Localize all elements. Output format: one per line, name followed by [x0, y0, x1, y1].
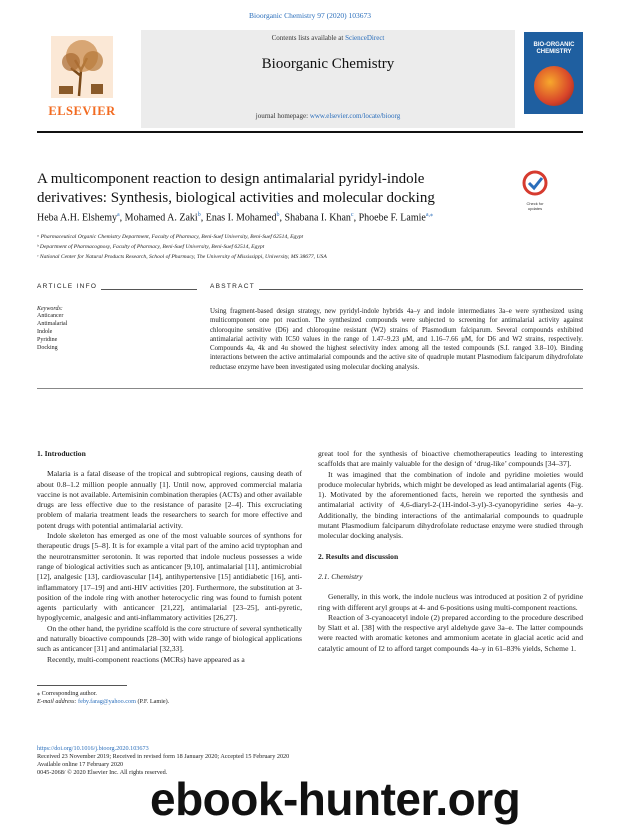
affiliation-a: ᵃ Pharmaceutical Organic Chemistry Department, Faculty of Pharmacy, Beni-Suef University, Beni-Suef 62514, Egypt	[37, 234, 304, 240]
title-line-2: derivatives: Synthesis, biological activities and molecular docking	[37, 190, 435, 206]
author-affiliation-marker[interactable]: b	[276, 212, 280, 218]
contents-prefix: Contents lists available at	[271, 34, 346, 42]
homepage-link[interactable]: www.elsevier.com/locate/bioorg	[309, 112, 401, 120]
journal-header	[37, 30, 583, 128]
footnote	[37, 690, 169, 706]
available-online: Available online 17 February 2020	[37, 761, 124, 768]
left-column	[37, 449, 302, 665]
received-dates: Received 23 November 2019; Received in revised form 18 January 2020; Accepted 15 February 2020	[37, 753, 290, 760]
elsevier-tree-icon	[51, 36, 113, 98]
keyword: Indole	[37, 329, 53, 335]
section-heading-results: 2. Results and discussion	[318, 551, 399, 561]
header-divider	[37, 131, 583, 133]
keywords-block	[37, 306, 197, 352]
author-name[interactable]: Shabana I. Khan	[284, 212, 351, 224]
author-affiliation-marker[interactable]: b	[197, 212, 201, 218]
keyword: Pyridine	[37, 337, 58, 343]
subsection-heading-chemistry: 2.1. Chemistry	[318, 571, 363, 581]
author-affiliation-marker[interactable]: c	[350, 212, 354, 218]
paragraph: It was imagined that the combination of indole and pyridine moieties would produce molecular hybrids, which might be developed as lead antimalarial agents (Fig. 1). Motivated by the aforementioned facts, herein we reported the synthesis and antimalarial activity of 4,6-diaryl-2-(1H-indol-3-yl)-3-cyanopyridine series 4a–y. Additionally, the binding interactions of the antimalarial compounds to quadruple mutant Plasmodium falciparum dihydrofolate reductase enzyme were studied through molecular docking analysis.	[318, 469, 583, 541]
author-name[interactable]: Phoebe F. Lamie	[358, 212, 426, 224]
author-affiliation-marker[interactable]: a	[117, 212, 120, 218]
paragraph: great tool for the synthesis of bioactive chemotherapeutics leading to interesting scaffolds that are mainly valuable for the design of ‘drug-like’ compounds [34–37].	[318, 449, 583, 469]
paragraph: On the other hand, the pyridine scaffold is the core structure of several synthetically and naturally bioactive compounds [28–30] with wide range of biological applications such as anticancer [31] and antimalarial [32,33].	[37, 623, 303, 654]
section-heading-introduction: 1. Introduction	[37, 449, 86, 458]
contents-line	[141, 34, 515, 42]
abstract-text: Using fragment-based design strategy, new pyridyl-indole hybrids 4a–y and indole intermediates 3a–e were synthesized using multicomponent one pot reaction. The synthesized compounds were subjected to screening for antimalarial activity against chloroquine sensitive (D6) and chloroquine resistant (W2) strains of Plasmodium falciparum. Several compounds exhibited antimalarial activity with IC50 values in the range of 1.47–9.23 μM, and 1.16–7.66 μM, for D6 and W2 strains, respectively. Compounds 4a, 4k and 4u showed the highest selectivity index among all the tested compounds (S.I. ranged 3.8–10). Binding interactions between the active antimalarial compounds and the active site of quadruple mutant Plasmodium falciparum dihydrofolate reductase enzyme have been investigated using molecular docking analysis.	[210, 308, 583, 371]
paragraph: Malaria is a fatal disease of the tropical and subtropical regions, causing death of about 0.8–1.2 million people annually [1]. Until now, approved commercial malaria vaccine is not available. Artemisinin combination therapies (ACTs) and other available drugs are less effective due to the resistance of parasite [2–4]. This excruciating problem of malaria treatment leads the researchers to search for more effective and potent drugs with potential antimalarial activity.	[37, 469, 302, 530]
author-affiliation-marker[interactable]: a,⁎	[425, 212, 434, 218]
keywords-label: Keywords:	[37, 306, 63, 312]
title-line-1: A multicomponent reaction to design antimalarial pyridyl-indole	[37, 171, 425, 187]
doi-link[interactable]: https://doi.org/10.1016/j.bioorg.2020.103673	[37, 745, 149, 752]
right-column	[318, 449, 583, 654]
homepage-prefix: journal homepage:	[255, 112, 310, 120]
watermark: ebook-hunter.org	[150, 773, 521, 825]
sciencedirect-link[interactable]: ScienceDirect	[345, 34, 385, 42]
author-name[interactable]: Enas I. Mohamed	[205, 212, 277, 224]
footnote-rule	[37, 685, 127, 686]
keyword: Anticancer	[37, 313, 64, 319]
keyword: Docking	[37, 345, 58, 351]
elsevier-logo	[37, 32, 127, 124]
affiliation-c: ᶜ National Center for Natural Products Research, School of Pharmacy, The University of Mississippi, University, MS 38677, USA	[37, 254, 327, 260]
affiliation-b: ᵇ Department of Pharmacognosy, Faculty of Pharmacy, Beni-Suef University, Beni-Suef 62514, Egypt	[37, 244, 265, 250]
author-name[interactable]: Heba A.H. Elshemy	[37, 212, 117, 224]
abstract-rule	[210, 289, 583, 290]
article-info-heading: ARTICLE INFO	[37, 283, 101, 290]
paragraph: Generally, in this work, the indole nucleus was introduced at position 2 of pyridine ring with different aryl groups at 4- and 6-positions using multi-component reactions.	[318, 592, 583, 612]
abstract-bottom-rule	[37, 388, 583, 389]
email-link[interactable]: feby.farag@yahoo.com	[78, 698, 136, 705]
paragraph: Reaction of 3-cyanoacetyl indole (2) prepared according to the procedure described by Slatt et al. [38] with the respective aryl aldehyde gave 3a–e. The latter compounds were reacted with aromatic ketones and ammonium acetate in glacial acetic acid and catalytic amount of I2 to afford target compounds 4a–y in 61–83% yields, Scheme 1.	[318, 612, 583, 653]
journal-cover[interactable]	[524, 32, 583, 114]
email-suffix: (P.F. Lamie).	[135, 698, 170, 705]
cover-art	[534, 66, 574, 106]
copyright: 0045-2068/ © 2020 Elsevier Inc. All rights reserved.	[37, 769, 168, 776]
author-name[interactable]: Mohamed A. Zaki	[124, 212, 198, 224]
check-updates-icon	[520, 170, 550, 196]
journal-title: Bioorganic Chemistry	[261, 56, 395, 72]
check-updates-label: Check for updates	[526, 201, 544, 211]
homepage-line	[141, 112, 515, 120]
corresponding-author-note: ⁎ Corresponding author.	[37, 690, 97, 697]
publisher-name: ELSEVIER	[48, 104, 116, 118]
paragraph: Recently, multi-component reactions (MCRs) have appeared as a	[47, 654, 245, 664]
email-line	[37, 698, 169, 706]
cover-title: BIO-ORGANIC CHEMISTRY	[533, 42, 575, 55]
abstract-heading: ABSTRACT	[210, 283, 259, 290]
paragraph: Indole skeleton has emerged as one of the most valuable sources of synthons for therapeutic drugs [5–8]. It is for example a vital part of the amino acid tryptophan and the neurotransmitter serotonin. It was reported that indole nucleus possesses a wide range of biological activities such as anticancer [9,10], antimalarial [11], antimicrobial [12], analgesic [13], cardiovascular [14], antihypertensive [15] antidiabetic [16], anti-inflammatory [17–19] and anti-HIV activities [20]. Furthermore, the substitution at 3-position of the indole ring with another heterocyclic ring was found to furnish potent agents particularly with anticancer [21,22], antimalarial [23–25], anti-pyretic, hypoglycemic, analgesic and anti-inflammatory activities [26,27].	[37, 531, 302, 623]
journal-reference[interactable]: Bioorganic Chemistry 97 (2020) 103673	[249, 11, 371, 20]
email-label: E-mail address:	[37, 698, 79, 705]
paper-title	[37, 170, 507, 208]
author-list: Heba A.H. Elshemy$^a$, Mohamed A. Zaki$^b$, Enas I. Mohamed$^b$, Shabana I. Khan$^c$, Phoebe F. Lamie$^{a,⁎}$	[37, 212, 434, 224]
keyword: Antimalarial	[37, 321, 68, 327]
check-for-updates-badge[interactable]	[520, 170, 550, 211]
affiliations	[37, 232, 583, 262]
